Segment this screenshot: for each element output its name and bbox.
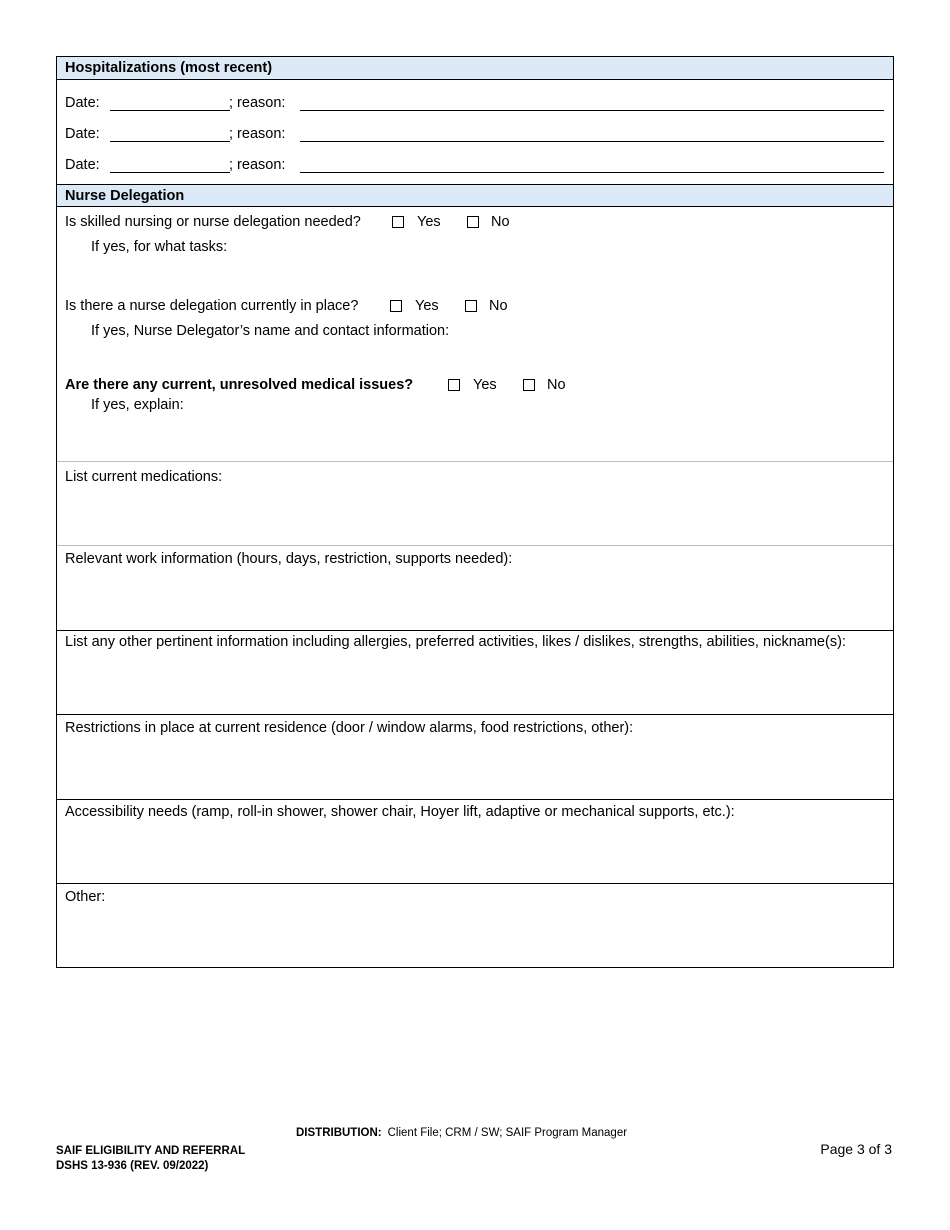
- skilled-nursing-yes-label: Yes: [417, 214, 441, 230]
- divider-other: [57, 883, 893, 884]
- hosp-reason-field-1[interactable]: [300, 110, 884, 111]
- accessibility-label: Accessibility needs (ramp, roll-in shower, shower chair, Hoyer lift, adaptive or mechanical supports, etc.):: [65, 804, 735, 820]
- nurse-delegation-no-label: No: [489, 298, 508, 314]
- distribution-label: DISTRIBUTION:: [296, 1127, 382, 1139]
- skilled-nursing-no-checkbox[interactable]: [467, 216, 479, 228]
- hosp-date-field-1[interactable]: [110, 110, 230, 111]
- hosp-date-field-2[interactable]: [110, 141, 230, 142]
- nurse-delegation-followup: If yes, Nurse Delegator’s name and contact information:: [91, 323, 450, 339]
- hosp-date-label-1: Date:: [65, 95, 100, 111]
- medications-label: List current medications:: [65, 469, 223, 485]
- work-info-label: Relevant work information (hours, days, restriction, supports needed):: [65, 551, 513, 567]
- question-medical-issues-text: Are there any current, unresolved medical issues?: [65, 377, 414, 393]
- pertinent-info-label: List any other pertinent information including allergies, preferred activities, likes / dislikes, strengths, abilities, nickname(s):: [65, 634, 846, 650]
- form-identification: [56, 1144, 245, 1174]
- skilled-nursing-followup: If yes, for what tasks:: [91, 239, 228, 255]
- distribution-line: [296, 1127, 627, 1139]
- form-title: SAIF ELIGIBILITY AND REFERRAL: [56, 1145, 246, 1157]
- nurse-delegation-no-checkbox[interactable]: [465, 300, 477, 312]
- form-number: DSHS 13-936 (REV. 09/2022): [56, 1160, 209, 1172]
- nurse-delegation-yes-label: Yes: [415, 298, 439, 314]
- hosp-reason-field-3[interactable]: [300, 172, 884, 173]
- skilled-nursing-yes-checkbox[interactable]: [392, 216, 404, 228]
- skilled-nursing-no-label: No: [491, 214, 510, 230]
- divider-restrictions: [57, 714, 893, 715]
- divider-work-info: [57, 545, 893, 546]
- nurse-delegation-yes-checkbox[interactable]: [390, 300, 402, 312]
- hosp-reason-label-1: ; reason:: [229, 95, 286, 111]
- medical-issues-yes-checkbox[interactable]: [448, 379, 460, 391]
- divider-medications: [57, 461, 893, 462]
- question-nurse-delegation: [65, 296, 358, 316]
- question-nurse-delegation-text: Is there a nurse delegation currently in place?: [65, 298, 359, 314]
- medical-issues-followup: If yes, explain:: [91, 397, 184, 413]
- divider-accessibility: [57, 799, 893, 800]
- medical-issues-no-checkbox[interactable]: [523, 379, 535, 391]
- divider-pertinent-info: [57, 630, 893, 631]
- medical-issues-no-label: No: [547, 377, 566, 393]
- restrictions-label: Restrictions in place at current residence (door / window alarms, food restrictions, other):: [65, 720, 634, 736]
- question-skilled-nursing-text: Is skilled nursing or nurse delegation needed?: [65, 214, 361, 230]
- hosp-date-label-3: Date:: [65, 157, 100, 173]
- hosp-date-field-3[interactable]: [110, 172, 230, 173]
- hosp-reason-label-3: ; reason:: [229, 157, 286, 173]
- nurse-delegation-header: Nurse Delegation: [57, 184, 893, 207]
- question-skilled-nursing: [65, 212, 361, 232]
- question-medical-issues: [65, 375, 413, 395]
- hospitalizations-header: Hospitalizations (most recent): [57, 57, 893, 80]
- other-label: Other:: [65, 889, 106, 905]
- page-number: Page 3 of 3: [820, 1141, 892, 1157]
- form-table: [56, 56, 894, 968]
- hosp-date-label-2: Date:: [65, 126, 100, 142]
- distribution-value: Client File; CRM / SW; SAIF Program Manager: [387, 1127, 628, 1139]
- hosp-reason-field-2[interactable]: [300, 141, 884, 142]
- medical-issues-yes-label: Yes: [473, 377, 497, 393]
- hosp-reason-label-2: ; reason:: [229, 126, 286, 142]
